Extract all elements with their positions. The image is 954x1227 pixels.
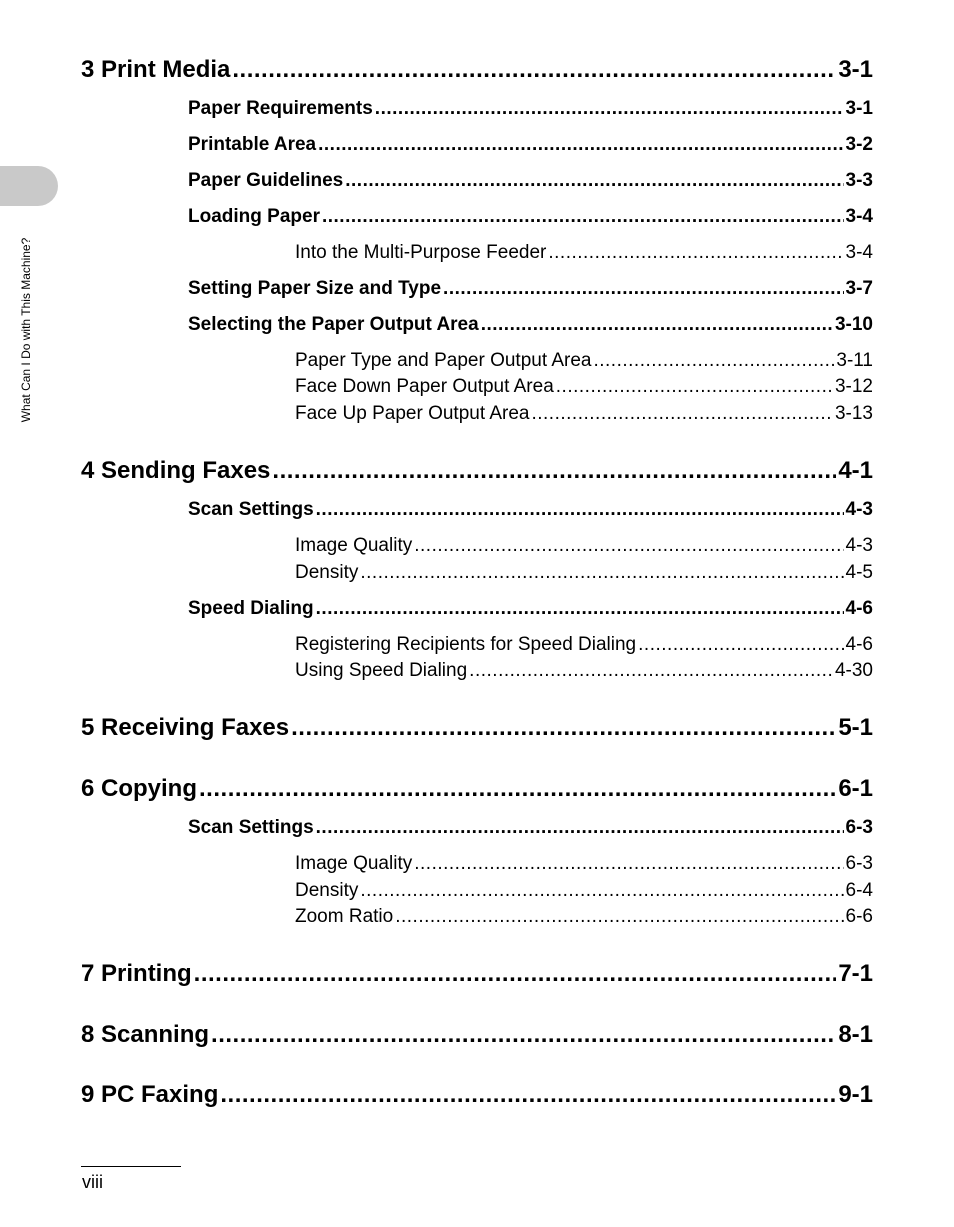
- toc-title: Paper Type and Paper Output Area: [295, 350, 592, 371]
- toc-chapter-3[interactable]: [81, 56, 873, 86]
- toc-title: Loading Paper: [188, 206, 320, 227]
- toc-page: 3-11: [836, 350, 873, 371]
- side-tab-label: What Can I Do with This Machine?: [19, 237, 33, 423]
- toc-leader: [316, 817, 844, 839]
- toc-chapter-8[interactable]: [81, 1021, 873, 1051]
- toc-subsection[interactable]: [295, 634, 873, 658]
- toc-leader: [316, 499, 844, 521]
- toc-title: Paper Requirements: [188, 98, 373, 119]
- toc-chapter-7[interactable]: [81, 960, 873, 990]
- toc-leader: [469, 660, 833, 682]
- footer-rule: [81, 1166, 181, 1167]
- toc-title: 6 Copying: [81, 775, 198, 802]
- toc-title: 8 Scanning: [81, 1021, 210, 1048]
- toc-leader: [318, 134, 843, 156]
- toc-chapter-5[interactable]: [81, 714, 873, 744]
- toc-title: 9 PC Faxing: [81, 1081, 219, 1108]
- toc-page: 3-10: [834, 314, 873, 335]
- toc-leader: [194, 960, 837, 988]
- toc-leader: [593, 350, 834, 372]
- toc-page: 3-13: [834, 403, 873, 424]
- toc-page: 3-1: [845, 98, 873, 119]
- toc-leader: [481, 314, 833, 336]
- toc-title: 3 Print Media: [81, 56, 231, 83]
- toc-leader: [375, 98, 844, 120]
- toc-page: 3-1: [838, 56, 873, 83]
- toc-subsection[interactable]: [295, 350, 873, 374]
- toc-page: 6-3: [845, 817, 873, 838]
- toc-section[interactable]: [188, 817, 873, 841]
- toc-leader: [531, 403, 833, 425]
- toc-title: Scan Settings: [188, 817, 314, 838]
- toc-section[interactable]: [188, 499, 873, 523]
- toc-title: 7 Printing: [81, 960, 192, 987]
- page-number: viii: [82, 1172, 103, 1192]
- toc-subsection[interactable]: [295, 376, 873, 400]
- toc-title: Registering Recipients for Speed Dialing: [295, 634, 637, 655]
- toc-subsection[interactable]: [295, 535, 873, 559]
- toc-section[interactable]: [188, 598, 873, 622]
- toc-title: Image Quality: [295, 535, 413, 556]
- toc-page: 3-12: [834, 376, 873, 397]
- toc-title: Density: [295, 880, 359, 901]
- toc-title: Scan Settings: [188, 499, 314, 520]
- toc-page: 8-1: [838, 1021, 873, 1048]
- toc-page: 3-4: [845, 242, 873, 263]
- toc-page: 3-2: [845, 134, 873, 155]
- toc-page: 4-30: [834, 660, 873, 681]
- toc-page: 4-6: [845, 598, 873, 619]
- toc-leader: [638, 634, 843, 656]
- toc-chapter-6[interactable]: [81, 775, 873, 805]
- toc-leader: [322, 206, 844, 228]
- toc-subsection[interactable]: [295, 242, 873, 266]
- toc-leader: [232, 56, 836, 84]
- toc-leader: [360, 562, 843, 584]
- toc-title: Density: [295, 562, 359, 583]
- toc-page: 7-1: [838, 960, 873, 987]
- toc-leader: [316, 598, 844, 620]
- toc-page: 6-6: [845, 906, 873, 927]
- toc-page: 3-4: [845, 206, 873, 227]
- toc-subsection[interactable]: [295, 853, 873, 877]
- toc-title: Image Quality: [295, 853, 413, 874]
- toc-leader: [395, 906, 843, 928]
- toc-title: Printable Area: [188, 134, 317, 155]
- toc-title: Speed Dialing: [188, 598, 314, 619]
- toc-subsection[interactable]: [295, 660, 873, 684]
- toc-title: Selecting the Paper Output Area: [188, 314, 479, 335]
- toc-page: 4-5: [845, 562, 873, 583]
- toc-leader: [211, 1021, 836, 1049]
- toc-title: 4 Sending Faxes: [81, 457, 271, 484]
- toc-leader: [556, 376, 833, 398]
- toc-title: 5 Receiving Faxes: [81, 714, 290, 741]
- toc-section[interactable]: [188, 134, 873, 158]
- toc-leader: [443, 278, 843, 300]
- toc-leader: [220, 1081, 836, 1109]
- toc-page: 6-3: [845, 853, 873, 874]
- toc-leader: [548, 242, 843, 264]
- toc-title: Paper Guidelines: [188, 170, 344, 191]
- toc-title: Face Up Paper Output Area: [295, 403, 530, 424]
- toc-title: Zoom Ratio: [295, 906, 394, 927]
- toc-subsection[interactable]: [295, 880, 873, 904]
- toc-page: 4-6: [845, 634, 873, 655]
- toc-leader: [345, 170, 843, 192]
- toc-subsection[interactable]: [295, 906, 873, 930]
- toc-title: Setting Paper Size and Type: [188, 278, 442, 299]
- toc-title: Using Speed Dialing: [295, 660, 468, 681]
- toc-section[interactable]: [188, 170, 873, 194]
- toc-page: 5-1: [838, 714, 873, 741]
- toc-page: 3-3: [845, 170, 873, 191]
- toc-section[interactable]: [188, 314, 873, 338]
- toc-page: 4-3: [845, 499, 873, 520]
- toc-title: Into the Multi-Purpose Feeder: [295, 242, 547, 263]
- toc-leader: [414, 535, 843, 557]
- toc-page: 6-1: [838, 775, 873, 802]
- toc-page: 4-3: [845, 535, 873, 556]
- toc-section[interactable]: [188, 278, 873, 302]
- toc-leader: [272, 457, 836, 485]
- toc-title: Face Down Paper Output Area: [295, 376, 554, 397]
- toc-leader: [414, 853, 843, 875]
- toc-chapter-4[interactable]: [81, 457, 873, 487]
- toc-subsection[interactable]: [295, 562, 873, 586]
- toc-leader: [199, 775, 836, 803]
- toc-subsection[interactable]: [295, 403, 873, 427]
- toc-chapter-9[interactable]: [81, 1081, 873, 1111]
- toc-section[interactable]: [188, 98, 873, 122]
- toc-page: 3-7: [845, 278, 873, 299]
- toc-leader: [360, 880, 843, 902]
- toc-page: 6-4: [845, 880, 873, 901]
- toc-section[interactable]: [188, 206, 873, 230]
- toc-page: 4-1: [838, 457, 873, 484]
- toc-page: 9-1: [838, 1081, 873, 1108]
- chapter-tab: [0, 166, 58, 206]
- toc-leader: [291, 714, 836, 742]
